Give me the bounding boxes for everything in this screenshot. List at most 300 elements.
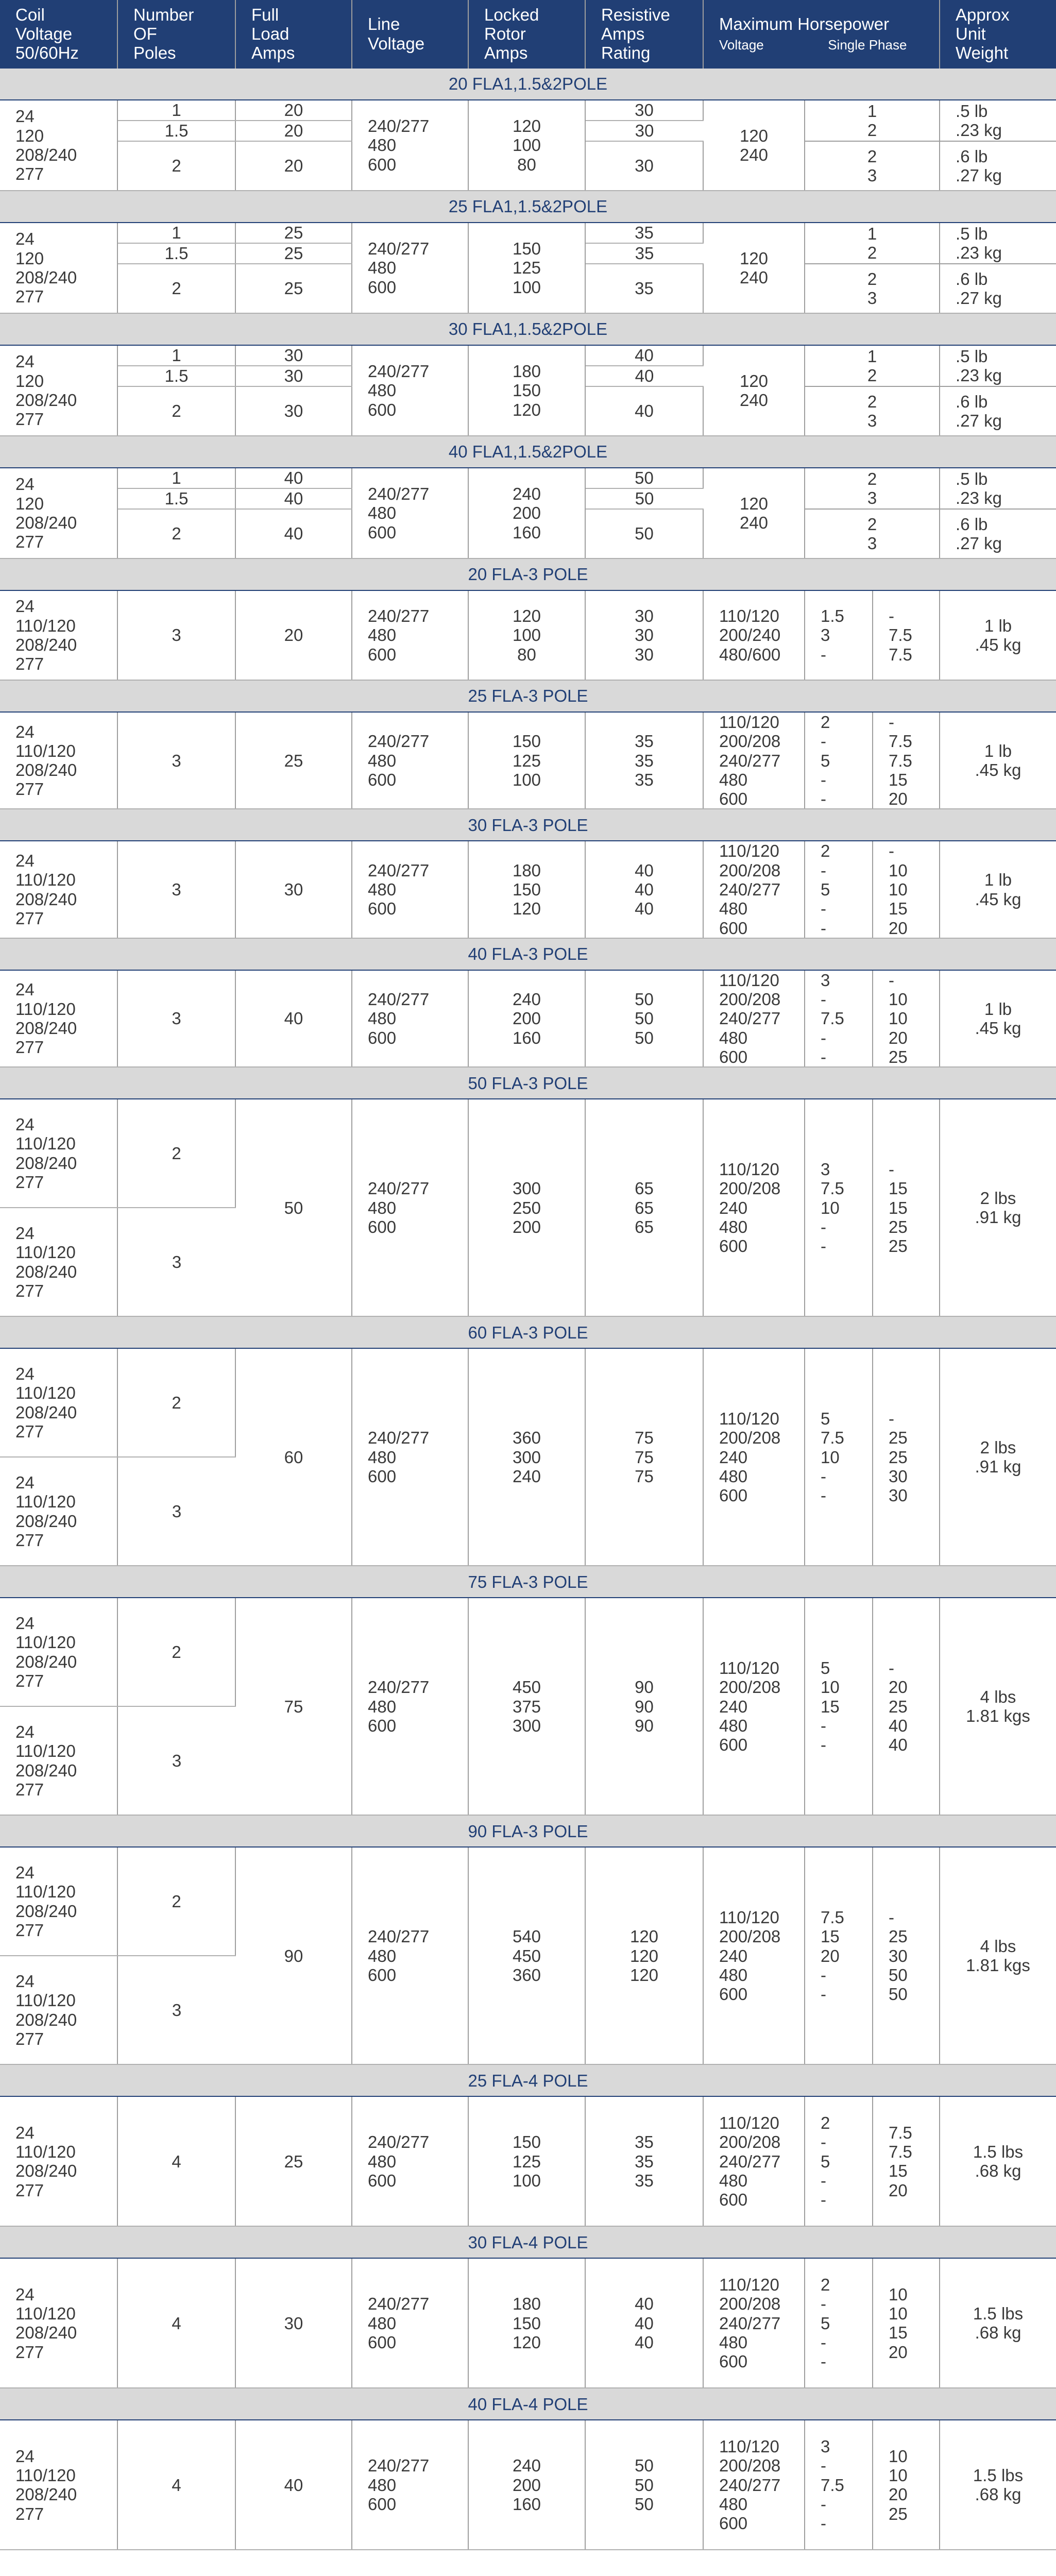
hp-voltage-value: 240 xyxy=(739,391,769,410)
coil-voltage-value: 277 xyxy=(15,908,44,928)
coil-voltage-value: 277 xyxy=(15,410,44,429)
hp-single-value: 7.5 xyxy=(821,1179,844,1198)
coil-voltage-value: 208/240 xyxy=(15,635,77,654)
weight-value: .68 kg xyxy=(975,2323,1021,2343)
hp-single-value: 10 xyxy=(821,1447,840,1467)
resistive-value: 40 xyxy=(635,899,654,919)
poles-cell: 1 xyxy=(117,468,235,488)
resistive-value: 65 xyxy=(635,1179,654,1198)
coil-voltage-cell xyxy=(0,2096,117,2226)
line-voltage-value: 240/277 xyxy=(368,606,430,626)
coil-voltage-value: 24 xyxy=(15,474,35,494)
coil-voltage-value: 110/120 xyxy=(15,741,76,760)
coil-voltage-value: 24 xyxy=(15,851,35,871)
coil-voltage-value: 277 xyxy=(15,1038,44,1057)
coil-voltage-cell xyxy=(0,223,117,313)
coil-voltage-value: 277 xyxy=(15,532,44,552)
hp-voltage-value: 200/240 xyxy=(719,625,781,645)
header-weight: Approx Unit Weight xyxy=(940,0,1056,68)
hp-voltage-value: 120 xyxy=(739,371,769,391)
hp-voltage-value: 200/208 xyxy=(719,732,781,751)
hp-single-value: - xyxy=(821,1217,826,1236)
section-title: 20 FLA1,1.5&2POLE xyxy=(0,68,1056,100)
coil-voltage-value: 24 xyxy=(15,1614,35,1633)
hp-three-phase-cell xyxy=(873,1847,940,2064)
hp-three-phase-cell xyxy=(873,590,940,680)
coil-voltage-value: 208/240 xyxy=(15,268,77,287)
weight-value: 4 lbs xyxy=(980,1687,1016,1706)
hp-three-value: 25 xyxy=(889,1927,908,1946)
table-row xyxy=(0,841,1056,938)
weight-value: .6 lb xyxy=(956,146,988,166)
coil-voltage-cell xyxy=(0,2420,117,2550)
table-row xyxy=(0,223,1056,243)
coil-voltage-value: 208/240 xyxy=(15,2485,77,2504)
header-full-load-amps: Full Load Amps xyxy=(235,0,352,68)
hp-voltage-cell xyxy=(703,468,805,558)
resistive-cell xyxy=(585,2096,703,2226)
resistive-value: 35 xyxy=(635,2132,654,2152)
line-voltage-value: 480 xyxy=(368,625,397,645)
poles-cell: 2 xyxy=(117,264,235,313)
hp-three-value: - xyxy=(889,713,894,732)
hp-single-value: 5 xyxy=(821,1658,830,1678)
hp-voltage-value: 110/120 xyxy=(719,713,779,732)
section-header xyxy=(0,938,1056,970)
line-voltage-value: 600 xyxy=(368,2494,397,2514)
poles-cell: 4 xyxy=(117,2096,235,2226)
locked-rotor-value: 100 xyxy=(512,2171,541,2190)
hp-voltage-value: 480 xyxy=(719,1716,748,1735)
hp-three-value: 7.5 xyxy=(889,751,912,770)
hp-voltage-value: 480 xyxy=(719,1028,748,1047)
weight-bottom-cell xyxy=(940,141,1056,191)
resistive-cell: 35 xyxy=(585,264,703,313)
section-header xyxy=(0,2226,1056,2258)
hp-single-value: 15 xyxy=(821,1697,840,1716)
hp-voltage-value: 240/277 xyxy=(719,751,781,770)
weight-cell xyxy=(940,2258,1056,2388)
coil-voltage-value: 277 xyxy=(15,1671,44,1690)
locked-rotor-cell xyxy=(468,2420,585,2550)
weight-cell xyxy=(940,590,1056,680)
hp-value: 2 xyxy=(867,366,877,385)
hp-single-value: - xyxy=(821,2132,826,2152)
hp-voltage-cell xyxy=(703,223,805,313)
resistive-cell xyxy=(585,712,703,809)
hp-voltage-cell xyxy=(703,712,805,809)
section-title: 75 FLA-3 POLE xyxy=(0,1566,1056,1598)
hp-three-phase-cell xyxy=(873,1348,940,1566)
line-voltage-cell xyxy=(352,1099,468,1316)
hp-voltage-value: 110/120 xyxy=(719,2437,779,2456)
hp-single-value: - xyxy=(821,1028,826,1047)
hp-voltage-value: 200/208 xyxy=(719,2132,781,2152)
locked-rotor-value: 100 xyxy=(512,135,541,155)
poles-cell: 1.5 xyxy=(117,121,235,141)
resistive-value: 30 xyxy=(635,645,654,664)
weight-value: .91 kg xyxy=(975,1208,1021,1227)
hp-voltage-value: 480 xyxy=(719,2494,748,2514)
resistive-cell xyxy=(585,1099,703,1316)
header-row xyxy=(0,0,1056,68)
hp-voltage-value: 480 xyxy=(719,1217,748,1236)
table-row xyxy=(0,345,1056,366)
hp-voltage-cell xyxy=(703,1099,805,1316)
line-voltage-value: 240/277 xyxy=(368,1677,430,1697)
hp-single-phase-cell xyxy=(805,1099,873,1316)
section-title: 40 FLA-3 POLE xyxy=(0,938,1056,970)
resistive-value: 120 xyxy=(629,1946,659,1965)
weight-value: .27 kg xyxy=(956,166,1002,185)
weight-value: 1 lb xyxy=(984,999,1012,1019)
resistive-cell xyxy=(585,841,703,938)
hp-voltage-value: 110/120 xyxy=(719,841,779,861)
hp-voltage-value: 240 xyxy=(739,513,769,532)
table-row xyxy=(0,100,1056,121)
weight-value: .45 kg xyxy=(975,889,1021,909)
hp-single-value: - xyxy=(821,770,826,789)
resistive-cell: 40 xyxy=(585,366,703,386)
line-voltage-value: 600 xyxy=(368,645,397,664)
resistive-cell: 35 xyxy=(585,223,703,243)
coil-voltage-value: 208/240 xyxy=(15,391,77,410)
coil-voltage-value: 277 xyxy=(15,1531,44,1550)
hp-voltage-cell xyxy=(703,2420,805,2550)
line-voltage-value: 480 xyxy=(368,258,397,278)
hp-single-phase-cell xyxy=(805,841,873,938)
line-voltage-value: 600 xyxy=(368,1028,397,1047)
resistive-value: 40 xyxy=(635,2332,654,2352)
poles-cell: 1.5 xyxy=(117,488,235,509)
locked-rotor-cell xyxy=(468,345,585,436)
coil-voltage-cell xyxy=(0,712,117,809)
hp-single-value: - xyxy=(821,990,826,1009)
line-voltage-value: 240/277 xyxy=(368,860,430,880)
resistive-value: 35 xyxy=(635,2171,654,2190)
locked-rotor-value: 150 xyxy=(512,381,541,400)
coil-voltage-value: 277 xyxy=(15,1921,44,1940)
resistive-value: 50 xyxy=(635,1028,654,1047)
resistive-cell: 50 xyxy=(585,488,703,509)
coil-voltage-value: 208/240 xyxy=(15,145,77,164)
hp-single-value: - xyxy=(821,1466,826,1486)
table-row xyxy=(0,2420,1056,2550)
weight-value: .23 kg xyxy=(956,121,1002,140)
hp-value: 3 xyxy=(867,166,877,185)
hp-single-value: - xyxy=(821,1965,826,1985)
coil-voltage-value: 277 xyxy=(15,1422,44,1441)
hp-single-value: - xyxy=(821,1486,826,1505)
poles-cell: 2 xyxy=(117,509,235,558)
hp-three-value: 20 xyxy=(889,2485,908,2504)
line-voltage-value: 480 xyxy=(368,1009,397,1028)
hp-voltage-cell xyxy=(703,1348,805,1566)
weight-cell xyxy=(940,970,1056,1067)
fla-cell: 25 xyxy=(235,223,352,243)
hp-three-value: 25 xyxy=(889,1236,908,1256)
fla-cell: 25 xyxy=(235,2096,352,2226)
resistive-value: 75 xyxy=(635,1428,654,1448)
hp-voltage-value: 600 xyxy=(719,2352,748,2371)
weight-value: .27 kg xyxy=(956,411,1002,430)
weight-value: 1.81 kgs xyxy=(966,1706,1030,1726)
poles-cell: 2 xyxy=(117,1847,235,1956)
hp-single-top-cell xyxy=(805,100,940,141)
hp-single-top-cell xyxy=(805,345,940,386)
line-voltage-value: 240/277 xyxy=(368,2294,430,2314)
header-hp-single-phase: Single Phase xyxy=(828,37,907,53)
poles-cell: 2 xyxy=(117,1348,235,1457)
weight-value: 1 lb xyxy=(984,870,1012,890)
coil-voltage-value: 110/120 xyxy=(15,1134,76,1154)
section-header xyxy=(0,809,1056,841)
weight-value: .45 kg xyxy=(975,635,1021,654)
coil-voltage-value: 208/240 xyxy=(15,2323,77,2343)
coil-voltage-value: 24 xyxy=(15,352,35,371)
locked-rotor-value: 150 xyxy=(512,732,541,751)
weight-value: .23 kg xyxy=(956,243,1002,262)
hp-voltage-value: 480/600 xyxy=(719,645,781,664)
hp-single-value: 3 xyxy=(821,970,830,990)
hp-value: 3 xyxy=(867,534,877,553)
hp-voltage-value: 120 xyxy=(739,126,769,145)
coil-voltage-value: 277 xyxy=(15,164,44,184)
weight-value: 1.5 lbs xyxy=(973,2303,1024,2323)
hp-voltage-value: 200/208 xyxy=(719,860,781,880)
table-row xyxy=(0,1099,1056,1208)
hp-three-value: 20 xyxy=(889,2180,908,2200)
line-voltage-value: 480 xyxy=(368,2313,397,2333)
fla-cell: 90 xyxy=(235,1847,352,2064)
resistive-value: 30 xyxy=(635,606,654,626)
coil-voltage-cell xyxy=(0,841,117,938)
coil-voltage-cell xyxy=(0,345,117,436)
line-voltage-cell xyxy=(352,590,468,680)
hp-single-top-cell xyxy=(805,223,940,264)
hp-voltage-cell xyxy=(703,970,805,1067)
hp-single-value: 2 xyxy=(821,2113,830,2133)
locked-rotor-value: 125 xyxy=(512,2151,541,2171)
coil-voltage-value: 24 xyxy=(15,1863,35,1883)
coil-voltage-value: 24 xyxy=(15,1224,35,1243)
hp-three-phase-cell xyxy=(873,970,940,1067)
hp-voltage-value: 600 xyxy=(719,2190,748,2210)
poles-cell: 2 xyxy=(117,1598,235,1706)
coil-voltage-value: 120 xyxy=(15,494,44,513)
weight-top-cell xyxy=(940,100,1056,141)
fla-cell: 40 xyxy=(235,468,352,488)
weight-value: .23 kg xyxy=(956,488,1002,507)
poles-cell: 3 xyxy=(117,841,235,938)
coil-voltage-value: 110/120 xyxy=(15,1991,76,2010)
coil-voltage-value: 24 xyxy=(15,229,35,249)
locked-rotor-value: 450 xyxy=(512,1946,541,1965)
hp-single-value: 10 xyxy=(821,1198,840,1217)
resistive-value: 50 xyxy=(635,1009,654,1028)
weight-value: .91 kg xyxy=(975,1457,1021,1477)
line-voltage-cell xyxy=(352,468,468,558)
resistive-value: 75 xyxy=(635,1447,654,1467)
line-voltage-value: 600 xyxy=(368,1716,397,1735)
section-header xyxy=(0,191,1056,223)
hp-three-value: 25 xyxy=(889,1217,908,1236)
weight-cell xyxy=(940,1099,1056,1316)
hp-single-phase-cell xyxy=(805,2420,873,2550)
coil-voltage-value: 277 xyxy=(15,779,44,799)
coil-voltage-value: 24 xyxy=(15,722,35,741)
hp-voltage-value: 480 xyxy=(719,1965,748,1985)
hp-voltage-value: 480 xyxy=(719,2171,748,2190)
locked-rotor-value: 125 xyxy=(512,751,541,770)
table-row xyxy=(0,2258,1056,2388)
line-voltage-value: 480 xyxy=(368,879,397,899)
table-row xyxy=(0,1847,1056,1956)
coil-voltage-value: 110/120 xyxy=(15,616,76,635)
hp-three-value: 25 xyxy=(889,1047,908,1066)
hp-single-value: - xyxy=(821,645,826,664)
locked-rotor-value: 125 xyxy=(512,258,541,278)
hp-single-phase-cell xyxy=(805,970,873,1067)
hp-voltage-value: 240 xyxy=(719,1697,748,1716)
line-voltage-value: 480 xyxy=(368,1946,397,1965)
hp-three-value: 10 xyxy=(889,2465,908,2485)
line-voltage-value: 600 xyxy=(368,2332,397,2352)
hp-voltage-cell xyxy=(703,2258,805,2388)
hp-single-value: - xyxy=(821,860,826,880)
line-voltage-value: 600 xyxy=(368,1217,397,1236)
hp-three-value: 10 xyxy=(889,879,908,899)
hp-voltage-value: 240/277 xyxy=(719,2151,781,2171)
hp-single-value: 7.5 xyxy=(821,1908,844,1927)
resistive-cell: 40 xyxy=(585,345,703,366)
locked-rotor-value: 180 xyxy=(512,362,541,381)
hp-three-value: 15 xyxy=(889,1198,908,1217)
hp-three-phase-cell xyxy=(873,2258,940,2388)
locked-rotor-value: 240 xyxy=(512,484,541,504)
weight-value: .6 lb xyxy=(956,514,988,534)
hp-three-value: 7.5 xyxy=(889,2142,912,2161)
locked-rotor-value: 180 xyxy=(512,2294,541,2314)
hp-voltage-value: 110/120 xyxy=(719,606,779,626)
hp-three-value: 30 xyxy=(889,1466,908,1486)
locked-rotor-value: 360 xyxy=(512,1428,541,1448)
coil-voltage-value: 24 xyxy=(15,1473,35,1493)
section-header xyxy=(0,68,1056,100)
weight-value: .68 kg xyxy=(975,2485,1021,2504)
poles-cell: 3 xyxy=(117,970,235,1067)
coil-voltage-value: 277 xyxy=(15,2342,44,2362)
hp-single-value: 10 xyxy=(821,1677,840,1697)
locked-rotor-cell xyxy=(468,2258,585,2388)
hp-single-value: 5 xyxy=(821,751,830,770)
hp-three-value: 25 xyxy=(889,1447,908,1467)
hp-three-value: 10 xyxy=(889,1009,908,1028)
hp-single-value: - xyxy=(821,1047,826,1066)
line-voltage-cell xyxy=(352,223,468,313)
hp-single-value: 15 xyxy=(821,1927,840,1946)
line-voltage-value: 600 xyxy=(368,522,397,542)
resistive-value: 35 xyxy=(635,751,654,770)
section-title: 40 FLA1,1.5&2POLE xyxy=(0,436,1056,468)
coil-voltage-cell xyxy=(0,468,117,558)
locked-rotor-value: 100 xyxy=(512,277,541,297)
line-voltage-cell xyxy=(352,2420,468,2550)
hp-value: 2 xyxy=(867,269,877,289)
coil-voltage-value: 110/120 xyxy=(15,1492,76,1512)
resistive-value: 120 xyxy=(629,1927,659,1946)
hp-value: 1 xyxy=(867,224,877,243)
resistive-value: 35 xyxy=(635,732,654,751)
line-voltage-cell xyxy=(352,841,468,938)
poles-cell: 1.5 xyxy=(117,366,235,386)
hp-value: 2 xyxy=(867,469,877,488)
locked-rotor-value: 180 xyxy=(512,860,541,880)
section-header xyxy=(0,680,1056,712)
poles-cell: 4 xyxy=(117,2420,235,2550)
hp-value: 2 xyxy=(867,146,877,166)
hp-voltage-value: 240/277 xyxy=(719,2313,781,2333)
coil-voltage-value: 24 xyxy=(15,1115,35,1134)
hp-three-value: 7.5 xyxy=(889,2123,912,2142)
weight-value: .27 kg xyxy=(956,534,1002,553)
resistive-value: 120 xyxy=(629,1965,659,1985)
hp-three-phase-cell xyxy=(873,2420,940,2550)
weight-value: 1.5 lbs xyxy=(973,2465,1024,2485)
line-voltage-cell xyxy=(352,1598,468,1815)
locked-rotor-value: 300 xyxy=(512,1179,541,1198)
locked-rotor-value: 160 xyxy=(512,2494,541,2514)
locked-rotor-value: 120 xyxy=(512,116,541,136)
hp-three-value: 25 xyxy=(889,2504,908,2523)
hp-voltage-value: 110/120 xyxy=(719,1658,779,1678)
weight-bottom-cell xyxy=(940,264,1056,313)
locked-rotor-cell xyxy=(468,100,585,191)
hp-three-value: 7.5 xyxy=(889,645,912,664)
line-voltage-value: 480 xyxy=(368,1447,397,1467)
hp-voltage-value: 110/120 xyxy=(719,1160,779,1179)
poles-cell: 3 xyxy=(117,1457,235,1566)
hp-voltage-value: 200/208 xyxy=(719,990,781,1009)
section-header xyxy=(0,2388,1056,2420)
coil-voltage-value: 208/240 xyxy=(15,513,77,532)
locked-rotor-value: 150 xyxy=(512,2132,541,2152)
hp-three-value: - xyxy=(889,1160,894,1179)
hp-single-value: - xyxy=(821,1985,826,2004)
coil-voltage-value: 208/240 xyxy=(15,889,77,909)
fla-cell: 25 xyxy=(235,243,352,264)
hp-three-value: 20 xyxy=(889,2342,908,2362)
weight-value: .23 kg xyxy=(956,366,1002,385)
line-voltage-value: 480 xyxy=(368,1198,397,1217)
section-title: 90 FLA-3 POLE xyxy=(0,1815,1056,1847)
resistive-cell: 50 xyxy=(585,468,703,488)
coil-voltage-value: 208/240 xyxy=(15,1019,77,1038)
resistive-value: 35 xyxy=(635,2151,654,2171)
line-voltage-cell xyxy=(352,970,468,1067)
coil-voltage-value: 120 xyxy=(15,248,44,268)
hp-single-value: - xyxy=(821,2352,826,2371)
locked-rotor-value: 120 xyxy=(512,606,541,626)
poles-cell: 3 xyxy=(117,590,235,680)
section-title: 25 FLA-3 POLE xyxy=(0,680,1056,712)
resistive-cell: 50 xyxy=(585,509,703,558)
table-row xyxy=(0,712,1056,809)
line-voltage-cell xyxy=(352,2096,468,2226)
section-header xyxy=(0,313,1056,345)
hp-voltage-value: 600 xyxy=(719,1985,748,2004)
table-row xyxy=(0,1348,1056,1457)
